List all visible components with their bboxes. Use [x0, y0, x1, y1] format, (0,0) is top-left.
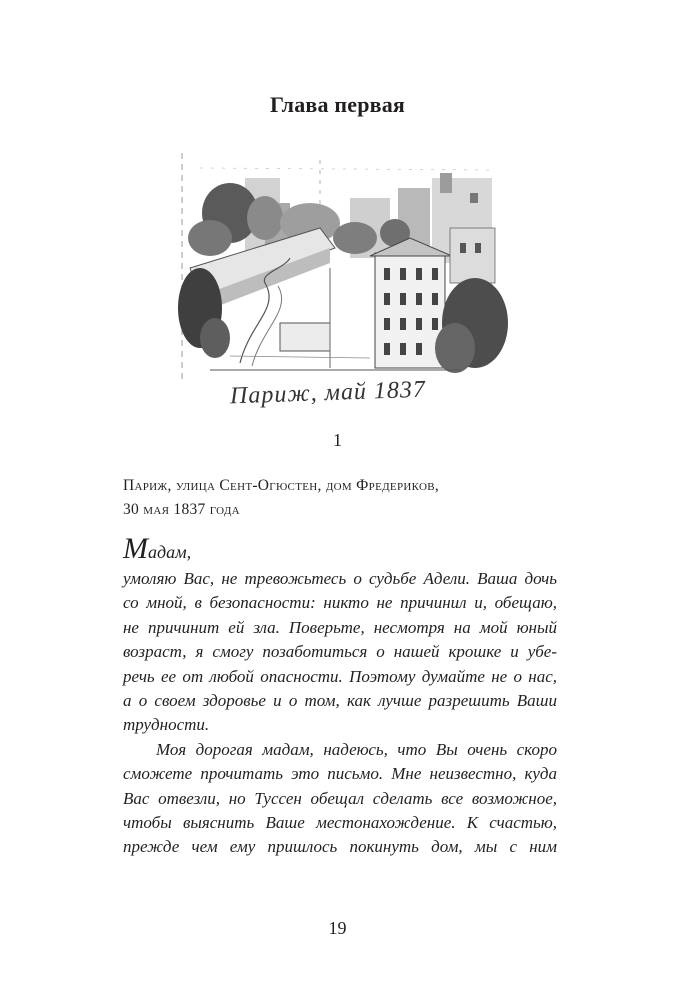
paragraph-1	[123, 567, 557, 738]
text-line: а о своем здоровье и о том, как лучше разрешить Ваши	[123, 691, 557, 711]
text-line: умоляю Вас, не тревожьтесь о судьбе Адели. Ваша дочь	[123, 569, 557, 588]
text-line: Вас отвезли, но Туссен обещал сделать все возможное,	[123, 788, 557, 808]
letter-salutation	[123, 532, 557, 567]
text-line: не причинит ей зла. Поверьте, несмотря на мой юный	[123, 617, 557, 637]
text-line: возраст, я смогу позаботиться о нашей крошке и убе-	[123, 642, 557, 662]
chapter-title: Глава первая	[269, 92, 406, 117]
section-number: 1	[333, 430, 342, 450]
letter-header-date: 30 мая 1837 года	[123, 501, 240, 518]
letter-header-address: Париж, улица Сент-Огюстен, дом Фредериков,	[123, 477, 440, 494]
text-line: чтобы выяснить Ваше местонахождение. К счастью,	[123, 813, 557, 833]
salutation-rest: адам,	[148, 542, 192, 562]
letter-header	[123, 474, 563, 522]
paragraph-2	[123, 738, 557, 860]
page-number: 19	[328, 918, 347, 938]
chapter-illustration	[170, 148, 510, 418]
illustration-caption: Париж, май 1837	[229, 376, 427, 410]
text-line: Моя дорогая мадам, надеюсь, что Вы очень скоро	[156, 739, 557, 759]
text-line: сможете прочитать это письмо. Мне неизвестно, куда	[123, 764, 557, 784]
salutation-initial: М	[123, 532, 148, 565]
text-line: трудности.	[123, 715, 210, 735]
text-line: со мной, в безопасности: никто не причинил и, обещаю,	[123, 593, 557, 613]
letter-body	[123, 532, 557, 860]
text-line: прежде чем ему пришлось покинуть дом, мы с ним	[123, 837, 557, 857]
text-line: речь ее от любой опасности. Поэтому думайте не о нас,	[123, 666, 557, 686]
